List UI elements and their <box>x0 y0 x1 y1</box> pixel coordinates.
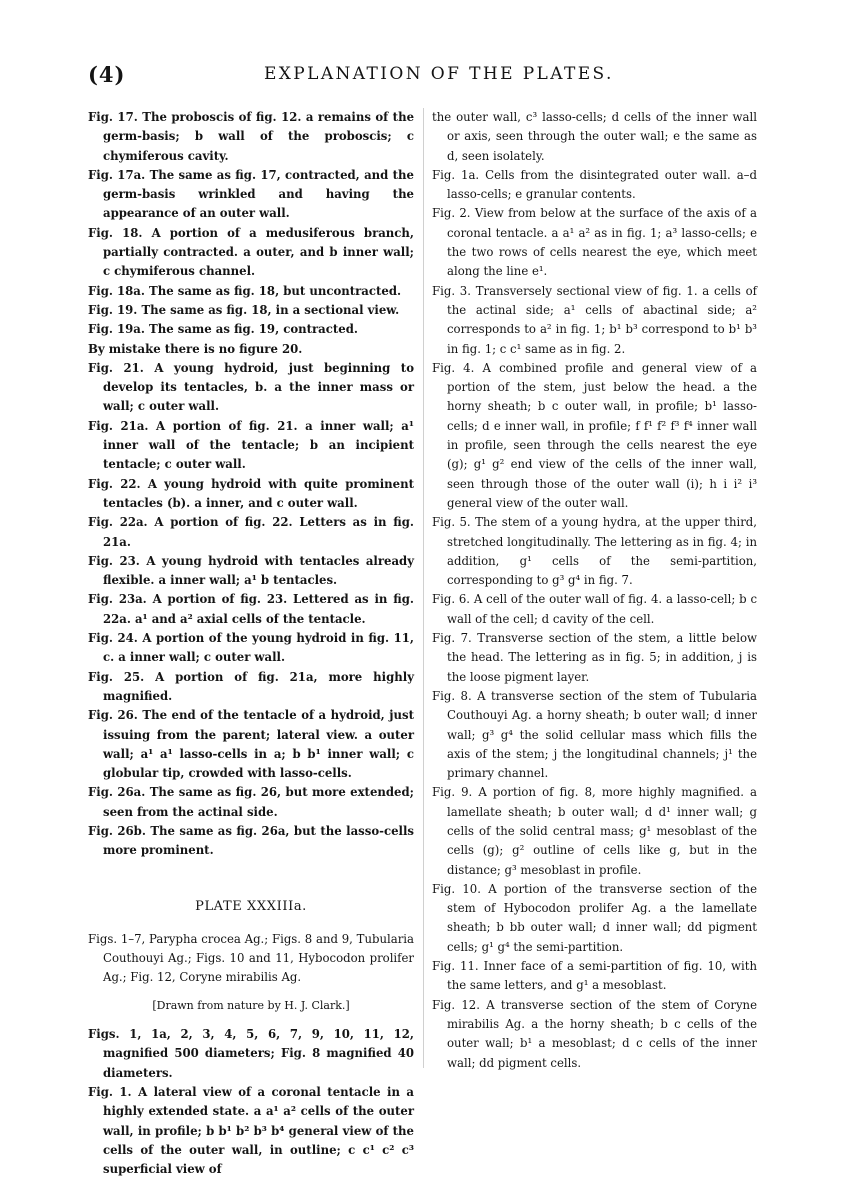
figure-entry <box>432 166 757 205</box>
figure-entry <box>432 590 757 629</box>
figure-caption: By mistake there is no figure 20. <box>88 341 303 356</box>
figure-label: Fig. 6. <box>432 592 471 607</box>
column-divider <box>423 108 424 1068</box>
figure-caption: The same as fig. 18, in a sectional view. <box>141 302 400 317</box>
figure-caption: The same as fig. 17, contracted, and the germ-basis wrinkled and having the appearance of an outer wall. <box>103 167 414 221</box>
continued-caption: the outer wall, c³ lasso-cells; d cells of the inner wall or axis, seen through the outer wall; e the same as d, seen isolately. <box>432 110 757 163</box>
figure-entry <box>88 783 414 822</box>
figure-entry <box>432 629 757 687</box>
species-paragraph: Figs. 1–7, Parypha crocea Ag.; Figs. 8 and 9, Tubularia Couthouyi Ag.; Figs. 10 and 11, Hybocodon prolifer Ag.; Fig. 12, Coryne mirabilis Ag. <box>88 931 414 985</box>
figure-label: Fig. 11. <box>432 959 479 974</box>
figure-entry <box>88 706 414 783</box>
figure-caption: Inner face of a semi-partition of fig. 10, with the same letters, and g¹ a mesoblast. <box>447 959 757 993</box>
figure-caption: A transverse section of the stem of Tubularia Couthouyi Ag. a horny sheath; b outer wall; d inner wall; g³ g⁴ the solid cellular mass which fills the axis of the stem; j the longitudinal channels; j¹ the primary channel. <box>447 688 757 781</box>
figure-entry <box>88 475 414 514</box>
figure-entry <box>88 629 414 668</box>
figure-caption: A portion of fig. 21. a inner wall; a¹ inner wall of the tentacle; b an incipient tentacle; c outer wall. <box>103 418 414 472</box>
figure-entry <box>432 996 758 1073</box>
figure-label: Fig. 9. <box>432 785 473 800</box>
figure-caption: A combined profile and general view of a portion of the stem, just below the head. a the horny sheath; b c outer wall, in profile; b¹ lasso-cells; d e inner wall, in profile; f f¹ f² f³ f⁴ inner wall in profile, seen through the cells nearest the eye (g); g¹ g² end view of the cells of the inner wall, seen through those of the outer wall (i); h i i² i³ general view of the outer wall. <box>447 360 758 510</box>
figure-label: Fig. 19. <box>88 302 138 317</box>
figure-entry <box>432 687 757 783</box>
figure-label: Fig. 18a. <box>88 283 145 298</box>
figure-caption: The stem of a young hydra, at the upper third, stretched longitudinally. The lettering as in fig. 4; in addition, g¹ cells of the semi-partition, corresponding to g³ g⁴ in fig. 7. <box>447 515 757 588</box>
figure-label: Fig. 26a. <box>88 785 146 800</box>
figure-entry <box>432 359 758 513</box>
figure-caption: Transverse section of the stem, a little below the head. The lettering as in fig. 5; in addition, j is the loose pigment layer. <box>447 631 757 684</box>
figure-entry <box>88 301 414 320</box>
running-title: EXPLANATION OF THE PLATES. <box>264 64 614 84</box>
figure-label: Fig. 1. <box>88 1084 132 1099</box>
figure-entry <box>432 957 757 996</box>
figure-entry <box>88 282 414 301</box>
figure-caption: A portion of a medusiferous branch, partially contracted. a outer, and b inner wall; c chymiferous channel. <box>103 225 414 279</box>
left-column <box>88 108 414 1179</box>
figure-caption: A lateral view of a coronal tentacle in a highly extended state. a a¹ a² cells of the outer wall, in profile; b b¹ b² b³ b⁴ general view of the cells of the outer wall, in outline; c c¹ c² c³ superficial view of <box>103 1084 414 1177</box>
figure-label: Fig. 17. <box>88 110 138 124</box>
figure-caption: A transverse section of the stem of Coryne mirabilis Ag. a the horny sheath; b c cells of the outer wall; b¹ a mesoblast; d c cells of the inner wall; dd pigment cells. <box>447 997 758 1070</box>
figure-entry-1 <box>88 1083 414 1179</box>
figure-entry <box>432 282 758 359</box>
figure-caption: A portion of the young hydroid in fig. 11, c. a inner wall; c outer wall. <box>103 631 414 665</box>
right-column <box>432 108 757 1073</box>
figure-label: Fig. 12. <box>432 997 480 1012</box>
figure-label: Fig. 8. <box>432 688 472 703</box>
plate-title: PLATE XXXIIIa. <box>195 898 307 914</box>
figure-caption: Cells from the disintegrated outer wall. a–d lasso-cells; e granular contents. <box>447 167 757 202</box>
figure-label: Fig. 26. <box>88 708 138 723</box>
figure-label: Fig. 5. <box>432 515 471 530</box>
figure-label: Fig. 19a. <box>88 322 145 337</box>
figure-caption: A portion of fig. 22. Letters as in fig. 21a. <box>103 515 414 549</box>
figure-caption: The proboscis of fig. 12. a remains of the germ-basis; b wall of the proboscis; c chymiferous cavity. <box>103 110 415 163</box>
figure-caption: A portion of fig. 8, more highly magnified. a lamellate sheath; b outer wall; d d¹ inner wall; g cells of the solid central mass; g¹ mesoblast of the cells (g); g² outline of cells like g, but in the distance; g³ mesoblast in profile. <box>447 785 757 877</box>
figure-entry <box>88 340 414 359</box>
figure-label: Fig. 23a. <box>88 592 147 607</box>
right-figure-list <box>432 166 757 1073</box>
figure-caption: The same as fig. 19, contracted. <box>149 322 358 337</box>
figure-caption: A young hydroid, just beginning to develop its tentacles, b. a the inner mass or wall; c outer wall. <box>103 360 415 414</box>
figure-entry <box>88 822 414 861</box>
figure-entry <box>88 590 414 629</box>
figure-label: Fig. 10. <box>432 881 481 896</box>
figure-label: Fig. 21a. <box>88 418 149 433</box>
figure-label: Fig. 21. <box>88 360 144 375</box>
drawn-by-note: [Drawn from nature by H. J. Clark.] <box>152 998 350 1012</box>
figure-entry <box>88 552 415 591</box>
figure-entry <box>88 513 414 552</box>
figure-entry <box>432 204 757 281</box>
figure-caption: The same as fig. 26a, but the lasso-cells more prominent. <box>103 823 414 858</box>
figure-label: Fig. 26b. <box>88 823 146 838</box>
figure-label: Fig. 4. <box>432 360 475 375</box>
figure-entry <box>88 320 414 339</box>
figure-label: Fig. 17a. <box>88 167 146 182</box>
figure-caption: A portion of fig. 21a, more highly magnified. <box>103 669 414 703</box>
figure-label: Fig. 1a. <box>432 167 480 182</box>
figure-caption: The end of the tentacle of a hydroid, just issuing from the parent; lateral view. a outer wall; a¹ a¹ lasso-cells in a; b b¹ inner wall; c globular tip, crowded with lasso-cells. <box>103 708 414 781</box>
figure-label: Fig. 22. <box>88 476 141 491</box>
figure-caption: A cell of the outer wall of fig. 4. a lasso-cell; b c wall of the cell; d cavity of the cell. <box>447 592 757 626</box>
figure-entry <box>88 359 415 417</box>
figure-caption: A portion of the transverse section of the stem of Hybocodon prolifer Ag. a the lamellate sheath; b bb outer wall; d inner wall; dd pigment cells; g¹ g⁴ the semi-partition. <box>447 881 758 954</box>
figure-label: Fig. 23. <box>88 553 140 568</box>
figure-label: Fig. 7. <box>432 631 472 646</box>
figure-entry <box>88 108 415 166</box>
figure-caption: A young hydroid with quite prominent tentacles (b). a inner, and c outer wall. <box>103 476 414 510</box>
magnification-note: Figs. 1, 1a, 2, 3, 4, 5, 6, 7, 9, 10, 11, 12, magnified 500 diameters; Fig. 8 magnified 40 diameters. <box>88 1027 414 1080</box>
figure-label: Fig. 22a. <box>88 515 148 530</box>
figure-entry <box>432 783 757 879</box>
figure-entry <box>88 166 414 224</box>
figure-label: Fig. 24. <box>88 631 138 646</box>
figure-label: Fig. 25. <box>88 669 145 684</box>
figure-caption: Transversely sectional view of fig. 1. a cells of the actinal side; a¹ cells of abactinal side; a² corresponds to a² in fig. 1; b¹ b³ correspond to b¹ b³ in fig. 1; c c¹ same as in fig. 2. <box>447 283 758 356</box>
figure-caption: The same as fig. 26, but more extended; seen from the actinal side. <box>103 785 414 819</box>
figure-label: Fig. 3. <box>432 283 471 298</box>
figure-label: Fig. 18. <box>88 225 143 240</box>
left-figure-list <box>88 108 414 861</box>
figure-entry <box>88 224 414 282</box>
page-number: (4) <box>88 62 126 87</box>
figure-caption: A portion of fig. 23. Lettered as in fig. 22a. a¹ and a² axial cells of the tentacle. <box>103 592 414 626</box>
figure-entry <box>432 880 758 957</box>
page-header <box>88 62 778 92</box>
figure-caption: View from below at the surface of the axis of a coronal tentacle. a a¹ a² as in fig. 1; a³ lasso-cells; e the two rows of cells nearest the eye, which meet along the line e¹. <box>447 206 757 279</box>
figure-caption: A young hydroid with tentacles already flexible. a inner wall; a¹ b tentacles. <box>103 553 415 588</box>
figure-caption: The same as fig. 18, but uncontracted. <box>149 283 402 298</box>
figure-label: Fig. 2. <box>432 206 471 221</box>
figure-entry <box>88 668 414 707</box>
figure-entry <box>432 513 757 590</box>
figure-entry <box>88 417 414 475</box>
